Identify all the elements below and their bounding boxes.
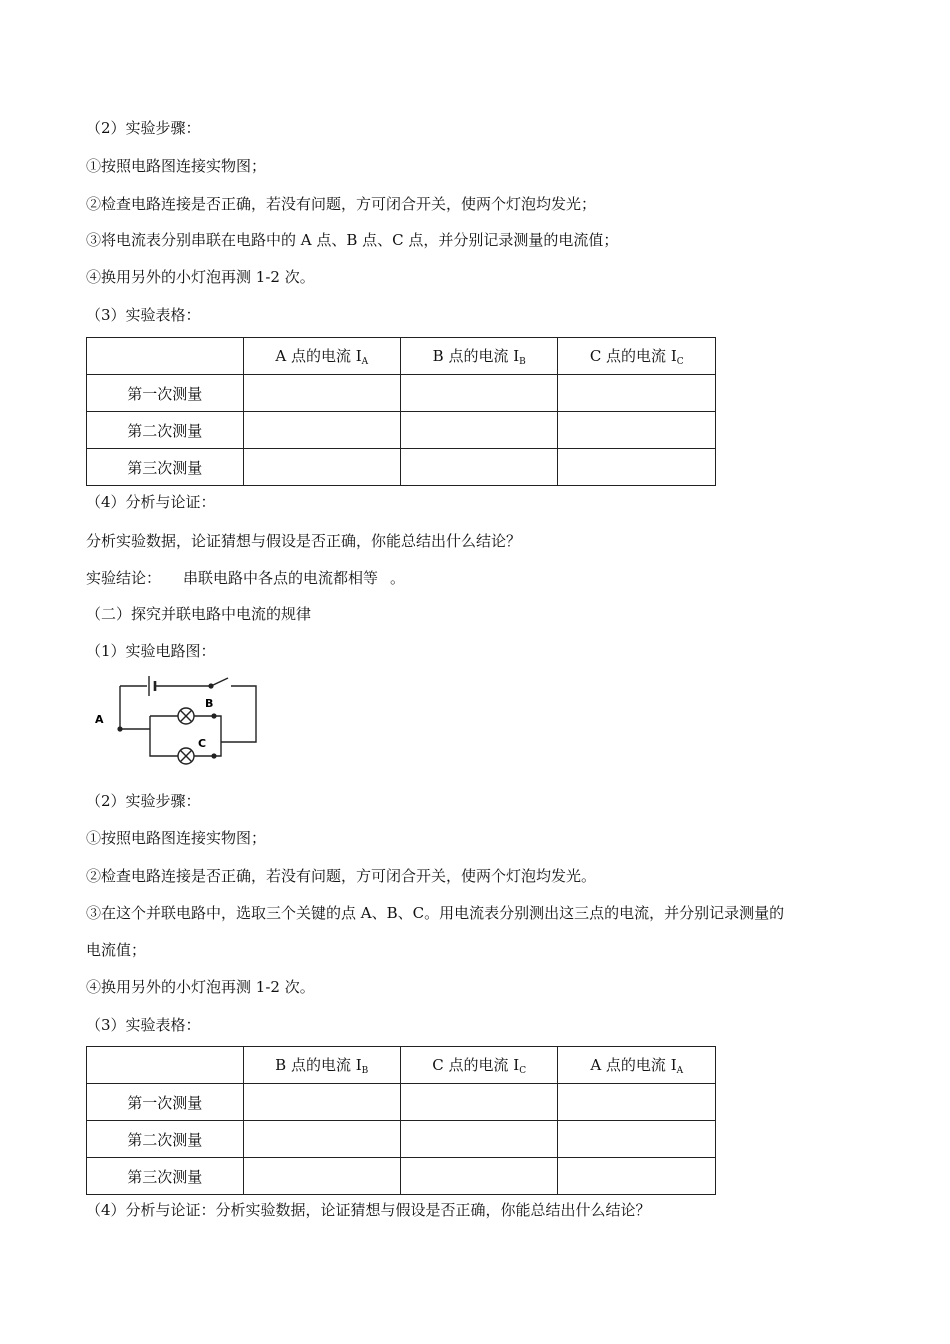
point-b-dot <box>211 713 216 718</box>
series-conclusion <box>86 568 405 588</box>
table-header-cell: A 点的电流 $I_A$ <box>243 338 400 375</box>
table-cell <box>558 375 716 412</box>
table-cell <box>400 1084 557 1121</box>
table-cell <box>400 375 557 412</box>
point-c-dot <box>211 753 216 758</box>
table-cell <box>400 1121 557 1158</box>
conclusion-label: 实验结论： <box>86 569 162 587</box>
table-cell <box>558 1084 716 1121</box>
conclusion-end: 。 <box>390 569 406 587</box>
row-label: 第一次测量 <box>87 1084 244 1121</box>
series-analysis-question: 分析实验数据，论证猜想与假设是否正确，你能总结出什么结论？ <box>86 532 522 550</box>
label-c: C <box>198 737 207 750</box>
table-header-cell: B 点的电流 $I_B$ <box>243 1047 400 1084</box>
parallel-data-table <box>86 1046 716 1195</box>
table-cell <box>558 1121 716 1158</box>
series-step-3: ③将电流表分别串联在电路中的 A 点、B 点、C 点，并分别记录测量的电流值； <box>86 231 619 249</box>
table-row <box>87 1158 716 1195</box>
parallel-step-1: ①按照电路图连接实物图； <box>86 829 267 847</box>
table-cell <box>243 1158 400 1195</box>
table-cell <box>558 449 716 486</box>
table-row <box>87 1121 716 1158</box>
table-cell <box>243 1121 400 1158</box>
series-data-table <box>86 337 716 486</box>
table-header-row <box>87 338 716 375</box>
parallel-analysis: （4）分析与论证：分析实验数据，论证猜想与假设是否正确，你能总结出什么结论？ <box>86 1201 651 1219</box>
switch-blade <box>211 678 228 686</box>
row-label: 第二次测量 <box>87 412 244 449</box>
series-step-2: ②检查电路连接是否正确，若没有问题，方可闭合开关，使两个灯泡均发光； <box>86 195 597 213</box>
table-header-cell: C 点的电流 $I_C$ <box>558 338 716 375</box>
parallel-heading: （二）探究并联电路中电流的规律 <box>86 605 312 623</box>
table-header-cell: B 点的电流 $I_B$ <box>400 338 557 375</box>
point-a-dot <box>117 726 122 731</box>
conclusion-text: 串联电路中各点的电流都相等 <box>183 569 379 587</box>
label-b: B <box>205 697 214 710</box>
table-header-corner <box>87 1047 244 1084</box>
row-label: 第三次测量 <box>87 449 244 486</box>
parallel-circuit-diagram <box>90 672 265 772</box>
table-cell <box>558 1158 716 1195</box>
table-row <box>87 412 716 449</box>
wire-top-right <box>221 686 256 742</box>
table-cell <box>243 412 400 449</box>
series-step-4: ④换用另外的小灯泡再测 1-2 次。 <box>86 268 315 286</box>
parallel-step-2: ②检查电路连接是否正确，若没有问题，方可闭合开关，使两个灯泡均发光。 <box>86 867 597 885</box>
series-table-title: （3）实验表格： <box>86 306 201 324</box>
table-cell <box>400 449 557 486</box>
table-cell <box>243 449 400 486</box>
table-row <box>87 1084 716 1121</box>
row-label: 第三次测量 <box>87 1158 244 1195</box>
table-header-row <box>87 1047 716 1084</box>
parallel-step-4: ④换用另外的小灯泡再测 1-2 次。 <box>86 978 315 996</box>
series-steps-title: （2）实验步骤： <box>86 119 201 137</box>
series-analysis-title: （4）分析与论证： <box>86 493 216 511</box>
parallel-table-title: （3）实验表格： <box>86 1016 201 1034</box>
row-label: 第一次测量 <box>87 375 244 412</box>
parallel-step-3: ③在这个并联电路中，选取三个关键的点 A、B、C。用电流表分别测出这三点的电流，并分别记录测量的 <box>86 904 785 922</box>
table-header-cell: A 点的电流 $I_A$ <box>558 1047 716 1084</box>
table-cell <box>400 1158 557 1195</box>
table-row <box>87 375 716 412</box>
table-cell <box>243 1084 400 1121</box>
row-label: 第二次测量 <box>87 1121 244 1158</box>
label-a: A <box>95 713 104 726</box>
table-cell <box>400 412 557 449</box>
table-row <box>87 449 716 486</box>
switch-pivot-dot <box>208 683 213 688</box>
table-cell <box>243 375 400 412</box>
series-step-1: ①按照电路图连接实物图； <box>86 157 267 175</box>
parallel-step-3-cont: 电流值； <box>86 941 147 959</box>
table-cell <box>558 412 716 449</box>
table-header-cell: C 点的电流 $I_C$ <box>400 1047 557 1084</box>
table-header-corner <box>87 338 244 375</box>
parallel-diagram-title: （1）实验电路图： <box>86 642 216 660</box>
parallel-steps-title: （2）实验步骤： <box>86 792 201 810</box>
